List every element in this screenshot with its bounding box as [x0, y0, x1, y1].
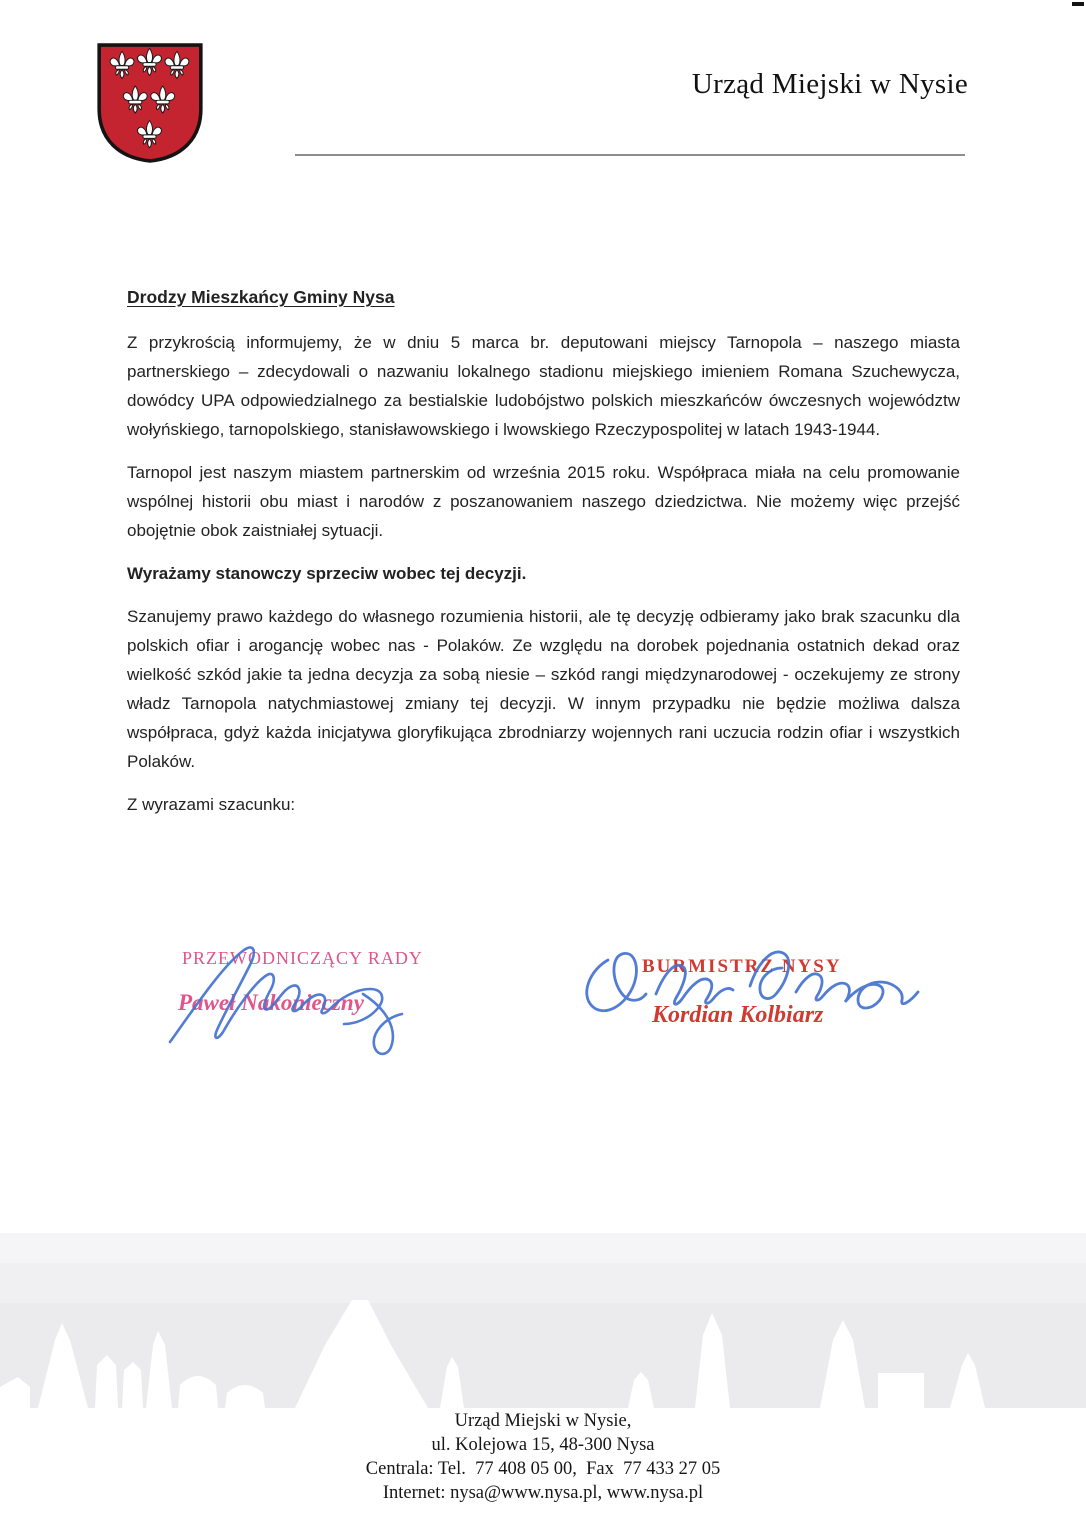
stamp-name-mayor: Kordian Kolbiarz [652, 1002, 824, 1028]
signature-block-mayor [578, 938, 958, 1068]
scan-artifact-mark [1072, 2, 1084, 6]
header-divider [295, 154, 965, 156]
paragraph-3: Szanujemy prawo każdego do własnego rozumienia historii, ale tę decyzję odbieramy jako brak szacunku dla polskich ofiar i arogancję wobec nas - Polaków. Ze względu na dorobek pojednania ostatnich dekad oraz wielkość szkód jakie ta jedna decyzja za sobą niesie – szkód rangi międzynarodowej - oczekujemy ze strony władz Tarnopola natychmiastowej zmiany tej decyzji. W innym przypadku nie będzie możliwa dalsza współpraca, gdyż każda inicjatywa gloryfikująca zbrodniarzy wojennych rani uczucia rodzin ofiar i wszystkich Polaków. [127, 607, 960, 771]
signature-block-chairman [158, 938, 438, 1068]
paragraph-1: Z przykrością informujemy, że w dniu 5 marca br. deputowani miejscy Tarnopola – naszego miasta partnerskiego – zdecydowali o nazwaniu lokalnego stadionu miejskiego imieniem Romana Szuchewycza, dowódcy UPA odpowiedzialnego za bestialskie ludobójstwo polskich mieszkańców ówczesnych województw wołyńskiego, tarnopolskiego, stanisławowskiego i lwowskiego Rzeczypospolitej w latach 1943-1944. [127, 333, 960, 439]
letter-body [127, 283, 960, 833]
paragraph-2: Tarnopol jest naszym miastem partnerskim od września 2015 roku. Współpraca miała na celu promowanie wspólnej historii obu miast i narodów z poszanowaniem naszego dziedzictwa. Nie możemy więc przejść obojętnie obok zaistniałej sytuacji. [127, 463, 960, 540]
nysa-coat-of-arms [95, 42, 205, 164]
handwritten-signature-mayor [578, 938, 958, 1048]
stamp-title-mayor: BURMISTRZ NYSY [642, 956, 842, 977]
footer-phone-fax: Centrala: Tel. 77 408 05 00, Fax 77 433 27 05 [365, 1459, 721, 1479]
statement-bold: Wyrażamy stanowczy sprzeciw wobec tej decyzji. [127, 564, 527, 583]
footer-office-name: Urząd Miejski w Nysie, [454, 1411, 632, 1431]
footer-contact-block [0, 1409, 1086, 1505]
handwritten-signature-chairman [158, 938, 438, 1063]
stamp-name-chairman: Paweł Nakonieczny [178, 990, 364, 1015]
closing-line: Z wyrazami szacunku: [127, 795, 296, 814]
stamp-title-chairman: PRZEWODNICZĄCY RADY [182, 948, 423, 968]
footer-internet: Internet: nysa@www.nysa.pl, www.nysa.pl [382, 1483, 704, 1503]
signature-row [0, 938, 1086, 1068]
salutation: Drodzy Mieszkańcy Gminy Nysa [127, 287, 395, 307]
city-skyline-watermark [0, 1225, 1086, 1420]
office-name: Urząd Miejski w Nysie [691, 68, 968, 100]
footer-address: ul. Kolejowa 15, 48-300 Nysa [431, 1435, 655, 1455]
